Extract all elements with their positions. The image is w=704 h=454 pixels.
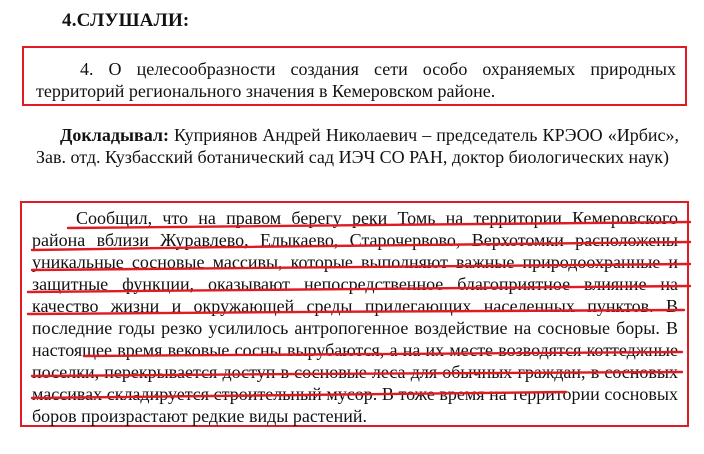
speaker-paragraph [36,124,679,168]
agenda-topic: 4. О целесообразности создания сети особо охраняемых природных территорий регионального значения в Кемеровском районе. [36,59,676,101]
speaker-label: Докладывал: [60,125,169,145]
speaker-details: Куприянов Андрей Николаевич – председатель КРЭОО «Ирбис», Зав. отд. Кузбасский ботанический сад ИЭЧ СО РАН, доктор биологических наук) [36,125,679,167]
report-message: Сообщил, что на правом берегу реки Томь на территории Кемеровского района вблизи Журавлево, Елыкаево, Старочервово, Верхотомки расположены уникальные сосновые массивы, которые выполняют важные природоохранные и защитные функции, оказывают непосредственное благоприятное влияние на качество жизни и окружающей среды прилегающих населенных пунктов. В последние годы резко усилилось антропогенное воздействие на сосновые боры. В настоящее время вековые сосны вырубаются, а на их месте возводятся коттеджные поселки, перекрывается доступ в сосновые леса для обычных граждан, в сосновых массивах складируется строительный мусор. В тоже время на территории сосновых боров произрастают редкие виды растений. [32,208,678,426]
section-heading: 4.СЛУШАЛИ: [62,10,190,31]
